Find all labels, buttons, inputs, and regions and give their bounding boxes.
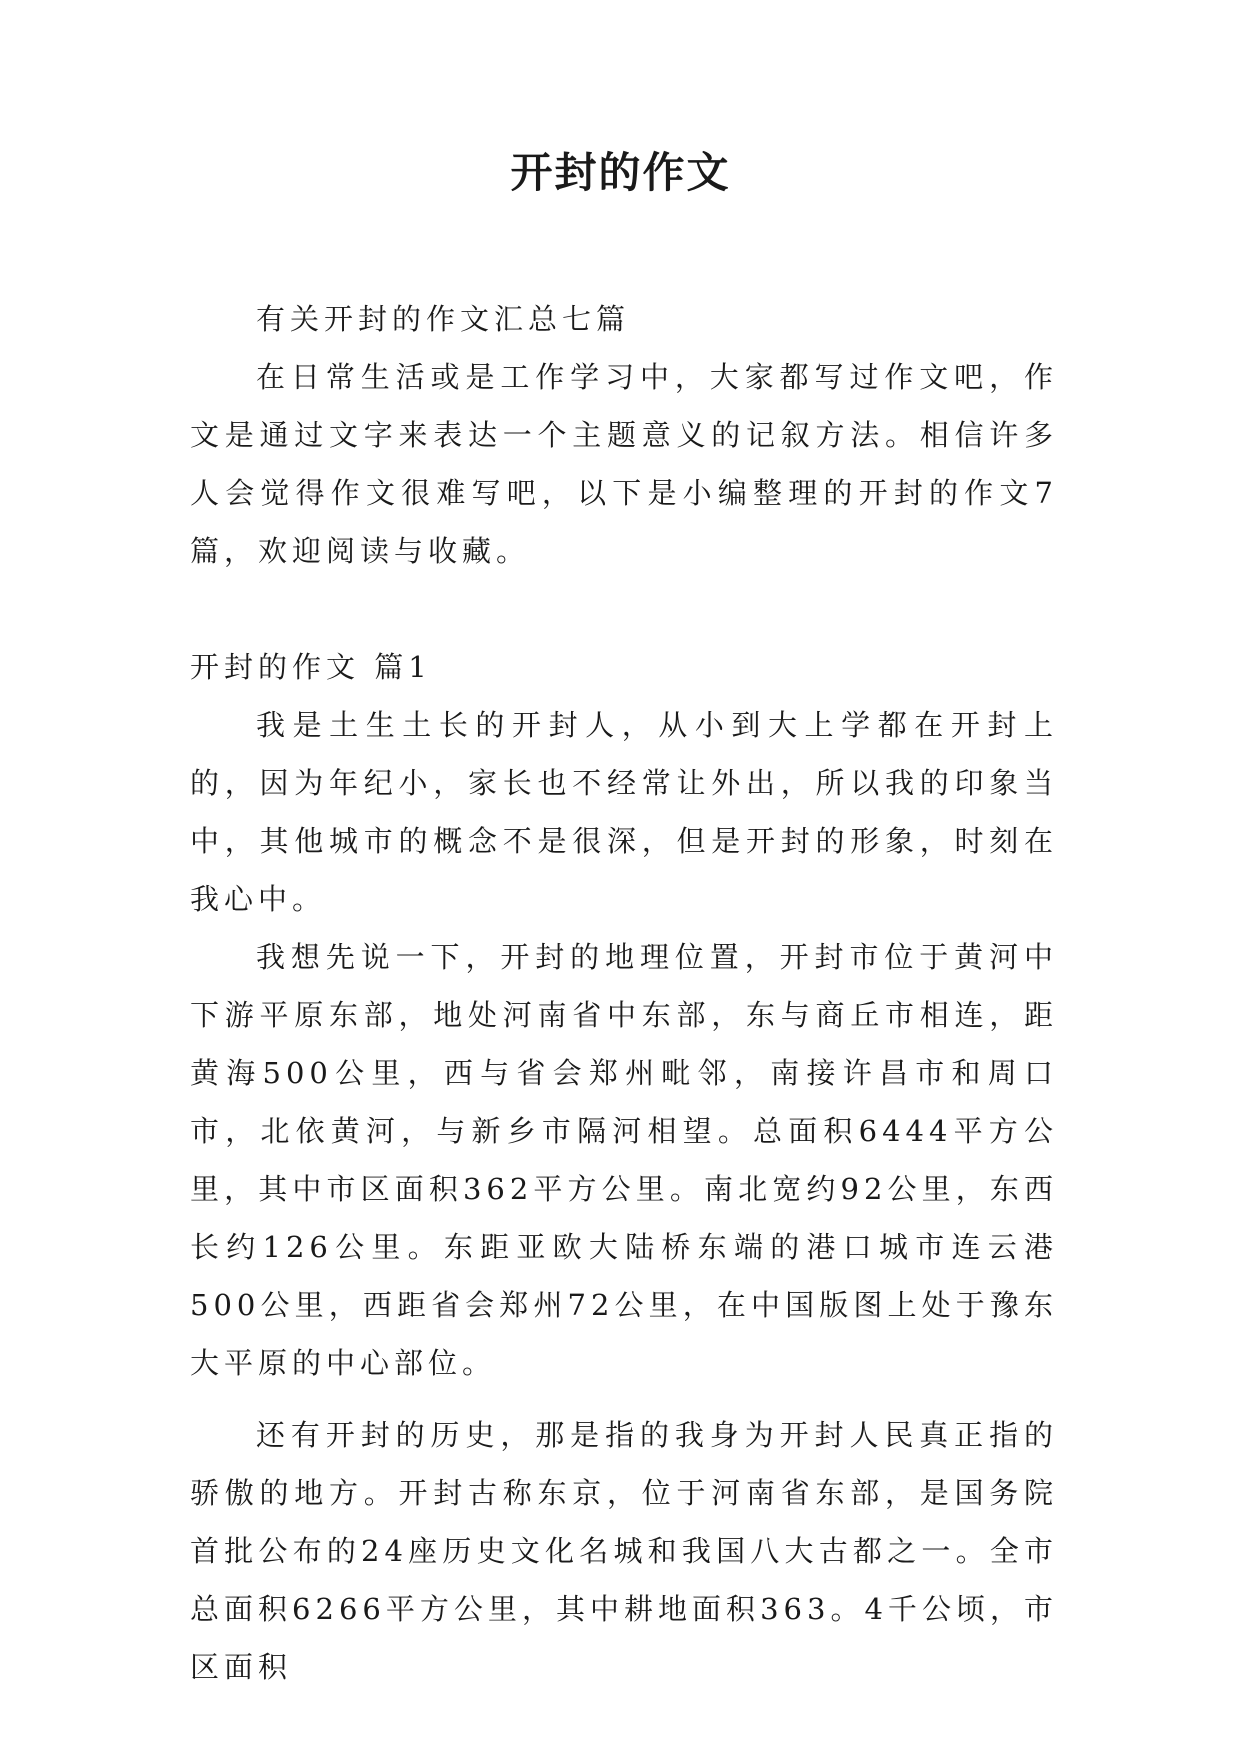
section-heading: 开封的作文 篇1: [190, 650, 432, 684]
body-paragraph-2: 我想先说一下，开封的地理位置，开封市位于黄河中下游平原东部，地处河南省中东部，东与商丘市相连，距黄海500公里，西与省会郑州毗邻，南接许昌市和周口市，北依黄河，与新乡市隔河相望。总面积6444平方公里，其中市区面积362平方公里。南北宽约92公里，东西长约126公里。东距亚欧大陆桥东端的港口城市连云港500公里，西距省会郑州72公里，在中国版图上处于豫东大平原的中心部位。: [190, 940, 1058, 1380]
body-paragraph-1: 我是土生土长的开封人，从小到大上学都在开封上的，因为年纪小，家长也不经常让外出，所以我的印象当中，其他城市的概念不是很深，但是开封的形象，时刻在我心中。: [190, 708, 1058, 916]
intro-paragraph: 在日常生活或是工作学习中，大家都写过作文吧，作文是通过文字来表达一个主题意义的记叙方法。相信许多人会觉得作文很难写吧，以下是小编整理的开封的作文7篇，欢迎阅读与收藏。: [190, 360, 1058, 568]
document-title: 开封的作文: [510, 148, 731, 197]
document-body: [190, 290, 1058, 1696]
body-paragraph-3: 还有开封的历史，那是指的我身为开封人民真正指的骄傲的地方。开封古称东京，位于河南省东部，是国务院首批公布的24座历史文化名城和我国八大古都之一。全市总面积6266平方公里，其中耕地面积363。4千公顷，市区面积: [190, 1418, 1058, 1684]
subtitle: 有关开封的作文汇总七篇: [256, 302, 631, 336]
